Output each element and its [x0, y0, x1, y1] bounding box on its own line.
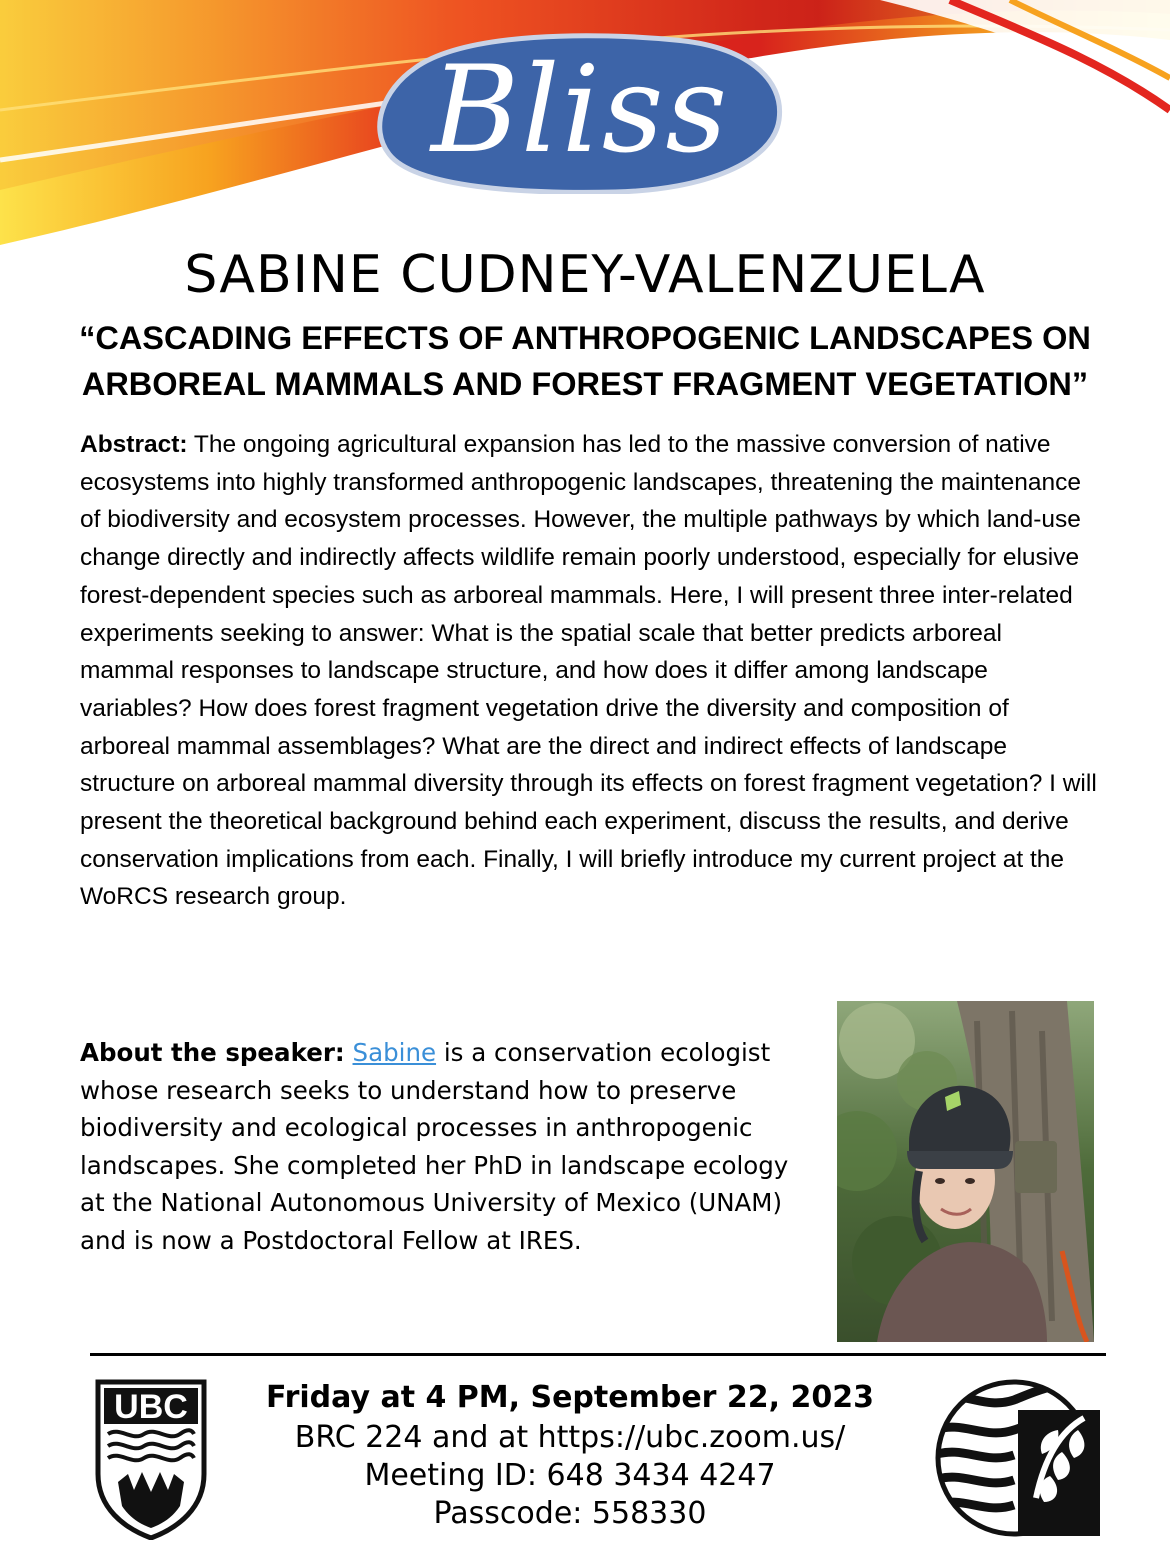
event-meeting-id: Meeting ID: 648 3434 4247 — [364, 1458, 776, 1493]
about-speaker-paragraph — [80, 1034, 820, 1259]
about-text: is a conservation ecologist whose research seeks to understand how to preserve biodiversity and ecological processes in anthropogenic landscapes. She completed her PhD in landscape ecology at the National Autonomous University of Mexico (UNAM) and is now a Postdoctoral Fellow at IRES. — [80, 1038, 789, 1255]
event-passcode: Passcode: 558330 — [433, 1496, 707, 1531]
logo-badge-shape — [375, 28, 785, 194]
abstract-paragraph — [80, 426, 1100, 916]
event-details — [240, 1378, 900, 1533]
speaker-name: SABINE CUDNEY-VALENZUELA — [184, 245, 986, 305]
abstract-label: Abstract: — [80, 431, 188, 458]
footer-divider — [90, 1353, 1106, 1356]
ires-logo — [934, 1370, 1104, 1540]
logo-text: Bliss — [430, 41, 730, 180]
about-label: About the speaker: — [80, 1038, 345, 1067]
bliss-logo — [375, 28, 785, 194]
talk-title: “CASCADING EFFECTS OF ANTHROPOGENIC LANDSCAPES ON ARBOREAL MAMMALS AND FOREST FRAGMENT VEGETATION” — [79, 320, 1091, 402]
abstract-text: The ongoing agricultural expansion has led to the massive conversion of native ecosystems into highly transformed anthropogenic landscapes, threatening the maintenance of biodiversity and ecosystem processes. However, the multiple pathways by which land-use change directly and indirectly affects wildlife remain poorly understood, especially for elusive forest-dependent species such as arboreal mammals. Here, I will present three inter-related experiments seeking to answer: What is the spatial scale that better predicts arboreal mammal responses to landscape structure, and how does it differ among landscape variables? How does forest fragment vegetation drive the diversity and composition of arboreal mammal assemblages? What are the direct and indirect effects of landscape structure on arboreal mammal diversity through its effects on forest fragment vegetation? I will present the theoretical background behind each experiment, discuss the results, and derive conservation implications from each. Finally, I will briefly introduce my current project at the WoRCS research group. — [80, 431, 1097, 911]
speaker-link[interactable]: Sabine — [352, 1038, 437, 1067]
ubc-logo — [92, 1378, 210, 1540]
event-when: Friday at 4 PM, September 22, 2023 — [266, 1380, 874, 1415]
speaker-photo — [837, 1001, 1094, 1342]
ubc-logo-text: UBC — [114, 1388, 188, 1426]
event-where: BRC 224 and at https://ubc.zoom.us/ — [294, 1420, 846, 1455]
